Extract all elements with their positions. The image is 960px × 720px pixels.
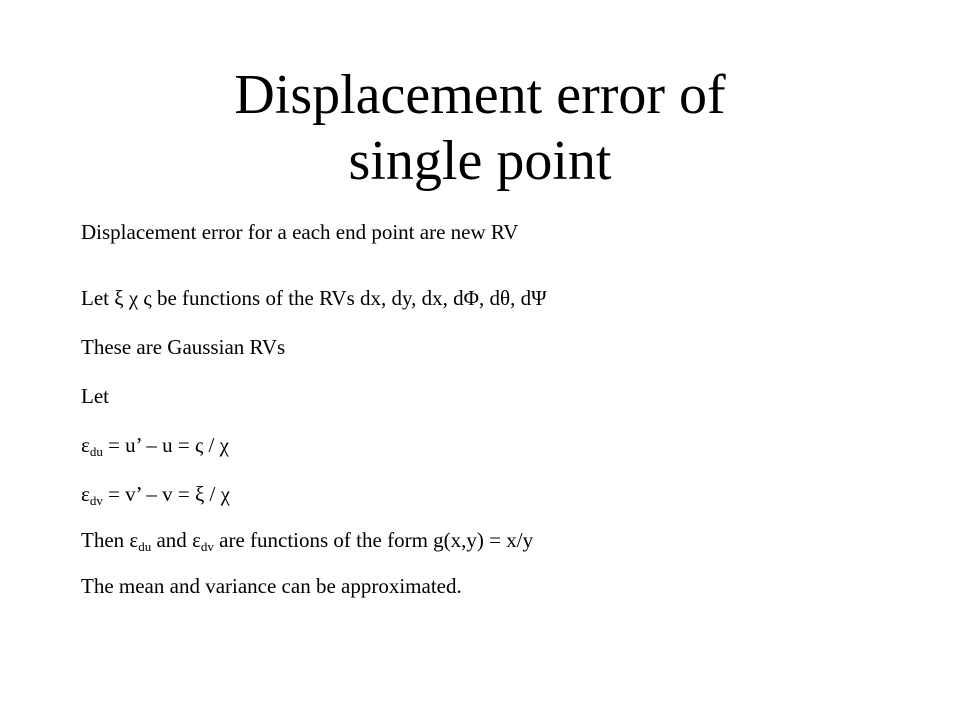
subscript-du: du — [138, 539, 152, 554]
body-line-8: The mean and variance can be approximated. — [81, 574, 462, 598]
and-text: and — [151, 528, 193, 552]
epsilon-symbol: ε — [129, 528, 139, 552]
then-text: Then — [81, 528, 130, 552]
body-line-1: Displacement error for a each end point are new RV — [81, 220, 519, 244]
epsilon-symbol: ε — [81, 433, 90, 457]
body-line-2: Let ξ χ ς be functions of the RVs dx, dy, dx, dΦ, dθ, dΨ — [81, 286, 547, 310]
slide-title — [0, 62, 960, 194]
equation-dv — [81, 481, 230, 507]
subscript-du: du — [89, 444, 103, 459]
subscript-dv: dv — [200, 539, 214, 554]
form-text: are functions of the form g(x,y) = x/y — [213, 528, 534, 552]
body-line-7 — [81, 527, 533, 553]
equation-dv-rhs: = v’ – v = ξ / χ — [102, 482, 230, 506]
epsilon-symbol: ε — [192, 528, 201, 552]
equation-du-rhs: = u’ – u = ς / χ — [102, 433, 229, 457]
body-line-3: These are Gaussian RVs — [81, 335, 286, 359]
title-line-2: single point — [348, 130, 612, 192]
title-line-1: Displacement error of — [234, 64, 726, 126]
equation-du — [81, 432, 229, 458]
epsilon-symbol: ε — [81, 482, 90, 506]
subscript-dv: dv — [89, 493, 103, 508]
body-line-4: Let — [81, 384, 109, 408]
